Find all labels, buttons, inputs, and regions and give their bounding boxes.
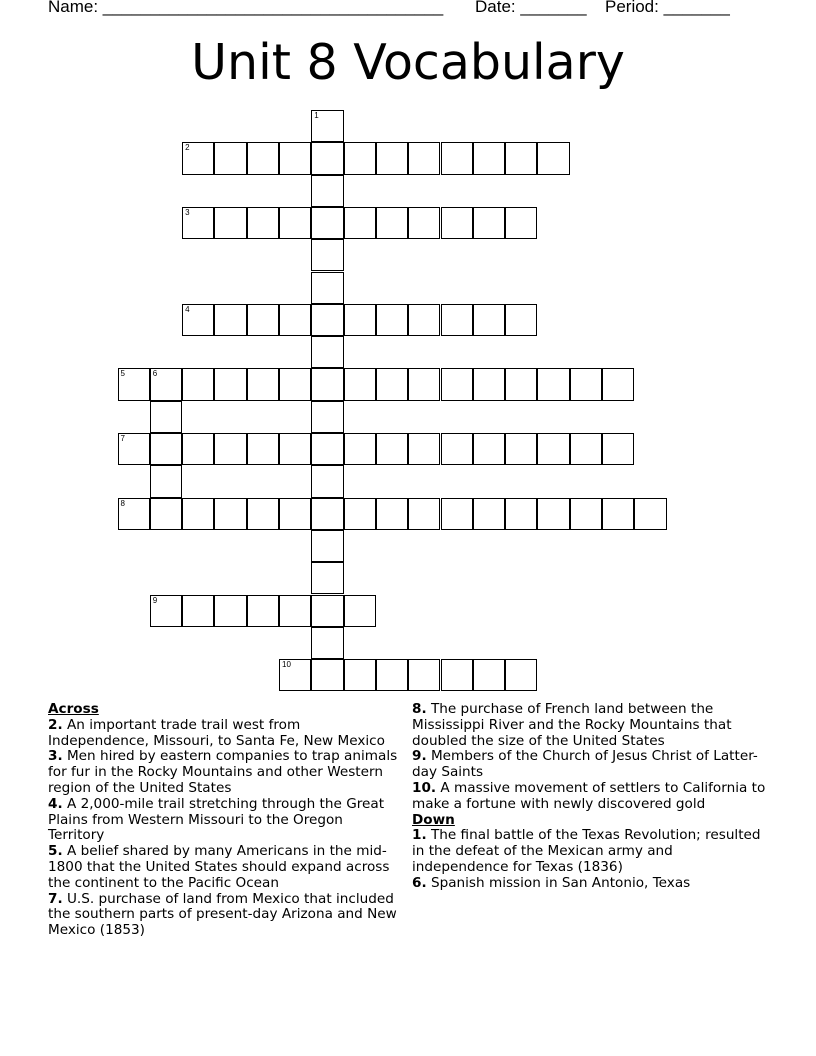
clue-across-10: 10. A massive movement of settlers to California to make a fortune with newly discovered gold bbox=[412, 779, 766, 812]
clue-number-label: 9 bbox=[152, 595, 158, 605]
crossword-cell[interactable] bbox=[311, 401, 343, 433]
crossword-cell[interactable] bbox=[408, 368, 440, 400]
crossword-cell[interactable] bbox=[150, 595, 182, 627]
clues-column-left bbox=[48, 702, 403, 939]
clue-number-label: 1 bbox=[314, 111, 319, 120]
clue-across-3: 3. Men hired by eastern companies to trap animals for fur in the Rocky Mountains and other Western region of the United States bbox=[48, 748, 398, 796]
crossword-cell[interactable] bbox=[344, 659, 376, 691]
clue-across-4: 4. A 2,000-mile trail stretching through the Great Plains from Western Missouri to the Oregon Territory bbox=[48, 795, 385, 844]
clue-number-label: 5 bbox=[120, 369, 125, 379]
crossword-cell[interactable] bbox=[311, 498, 343, 530]
crossword-cell[interactable] bbox=[182, 304, 214, 336]
crossword-cell[interactable] bbox=[214, 142, 246, 174]
across-heading: Across bbox=[48, 701, 99, 717]
crossword-cell[interactable] bbox=[182, 433, 214, 465]
clue-across-7: 7. U.S. purchase of land from Mexico that included the southern parts of present-day Arizona and New Mexico (1853) bbox=[48, 890, 397, 939]
crossword-cell[interactable] bbox=[247, 595, 279, 627]
crossword-cell[interactable] bbox=[602, 368, 634, 400]
clue-number-label: 7 bbox=[120, 434, 125, 443]
crossword-cell[interactable] bbox=[247, 142, 279, 174]
crossword-cell[interactable] bbox=[441, 368, 473, 400]
crossword-cell[interactable] bbox=[279, 595, 311, 627]
crossword-cell[interactable] bbox=[602, 498, 634, 530]
crossword-cell[interactable] bbox=[247, 433, 279, 465]
crossword-cell[interactable] bbox=[118, 433, 150, 465]
crossword-cell[interactable] bbox=[441, 304, 473, 336]
page-title: Unit 8 Vocabulary bbox=[191, 34, 625, 91]
date-field[interactable]: Date: _______ bbox=[475, 0, 587, 16]
crossword-cell[interactable] bbox=[247, 368, 279, 400]
crossword-cell[interactable] bbox=[505, 207, 537, 239]
crossword-cell[interactable] bbox=[247, 498, 279, 530]
clue-down-1: 1. The final battle of the Texas Revolution; resulted in the defeat of the Mexican army and independence for Texas (1836) bbox=[412, 827, 761, 875]
crossword-cell[interactable] bbox=[214, 304, 246, 336]
crossword-cell[interactable] bbox=[408, 659, 440, 691]
clue-number-label: 3 bbox=[185, 207, 190, 217]
crossword-cell[interactable] bbox=[344, 595, 376, 627]
crossword-cell[interactable] bbox=[182, 595, 214, 627]
crossword-cell[interactable] bbox=[279, 433, 311, 465]
crossword-cell[interactable] bbox=[150, 401, 182, 433]
crossword-cell[interactable] bbox=[311, 175, 343, 207]
crossword-cell[interactable] bbox=[279, 304, 311, 336]
crossword-cell[interactable] bbox=[473, 433, 505, 465]
crossword-cell[interactable] bbox=[214, 595, 246, 627]
clue-number-label: 8 bbox=[120, 498, 125, 508]
name-field[interactable]: Name: ____________________________________ bbox=[48, 0, 444, 16]
crossword-cell[interactable] bbox=[311, 272, 343, 304]
crossword-cell[interactable] bbox=[214, 498, 246, 530]
crossword-cell[interactable] bbox=[279, 142, 311, 174]
clue-across-2: 2. An important trade trail west from Independence, Missouri, to Santa Fe, New Mexico bbox=[48, 716, 385, 749]
period-field[interactable]: Period: _______ bbox=[605, 0, 730, 16]
crossword-cell[interactable] bbox=[505, 368, 537, 400]
crossword-cell[interactable] bbox=[311, 659, 343, 691]
crossword-cell[interactable] bbox=[376, 498, 408, 530]
crossword-cell[interactable] bbox=[279, 498, 311, 530]
crossword-cell[interactable] bbox=[150, 465, 182, 497]
crossword-cell[interactable] bbox=[441, 142, 473, 174]
crossword-cell[interactable] bbox=[473, 368, 505, 400]
crossword-cell[interactable] bbox=[344, 498, 376, 530]
crossword-cell[interactable] bbox=[182, 368, 214, 400]
crossword-cell[interactable] bbox=[441, 207, 473, 239]
crossword-cell[interactable] bbox=[311, 304, 343, 336]
crossword-cell[interactable] bbox=[214, 368, 246, 400]
crossword-cell[interactable] bbox=[150, 368, 182, 400]
crossword-cell[interactable] bbox=[441, 498, 473, 530]
crossword-cell[interactable] bbox=[537, 498, 569, 530]
crossword-cell[interactable] bbox=[279, 659, 311, 691]
clue-across-5: 5. A belief shared by many Americans in the mid-1800 that the United States should expand across the continent to the Pacific Ocean bbox=[48, 843, 390, 891]
crossword-cell[interactable] bbox=[376, 207, 408, 239]
crossword-cell[interactable] bbox=[473, 304, 505, 336]
crossword-cell[interactable] bbox=[473, 142, 505, 174]
clue-number-label: 4 bbox=[185, 304, 190, 314]
crossword-cell[interactable] bbox=[344, 433, 376, 465]
crossword-cell[interactable] bbox=[570, 433, 602, 465]
crossword-cell[interactable] bbox=[376, 142, 408, 174]
crossword-cell[interactable] bbox=[505, 433, 537, 465]
crossword-cell[interactable] bbox=[408, 433, 440, 465]
crossword-cell[interactable] bbox=[376, 659, 408, 691]
crossword-cell[interactable] bbox=[118, 368, 150, 400]
crossword-cell[interactable] bbox=[150, 433, 182, 465]
crossword-cell[interactable] bbox=[311, 336, 343, 368]
crossword-cell[interactable] bbox=[247, 207, 279, 239]
crossword-cell[interactable] bbox=[311, 110, 343, 142]
crossword-cell[interactable] bbox=[344, 142, 376, 174]
clue-across-9: 9. Members of the Church of Jesus Christ of Latter-day Saints bbox=[412, 748, 758, 781]
crossword-cell[interactable] bbox=[537, 368, 569, 400]
crossword-cell[interactable] bbox=[150, 498, 182, 530]
crossword-cell[interactable] bbox=[311, 433, 343, 465]
crossword-cell[interactable] bbox=[311, 562, 343, 594]
clue-down-6: 6. Spanish mission in San Antonio, Texas bbox=[412, 874, 691, 891]
crossword-cell[interactable] bbox=[182, 498, 214, 530]
crossword-cell[interactable] bbox=[182, 142, 214, 174]
crossword-cell[interactable] bbox=[279, 207, 311, 239]
crossword-cell[interactable] bbox=[376, 304, 408, 336]
crossword-cell[interactable] bbox=[311, 207, 343, 239]
crossword-cell[interactable] bbox=[570, 368, 602, 400]
crossword-cell[interactable] bbox=[311, 465, 343, 497]
crossword-cell[interactable] bbox=[344, 368, 376, 400]
crossword-cell[interactable] bbox=[408, 142, 440, 174]
crossword-cell[interactable] bbox=[634, 498, 666, 530]
crossword-cell[interactable] bbox=[537, 142, 569, 174]
crossword-cell[interactable] bbox=[311, 142, 343, 174]
clue-number-label: 6 bbox=[152, 369, 158, 379]
crossword-cell[interactable] bbox=[311, 368, 343, 400]
crossword-cell[interactable] bbox=[602, 433, 634, 465]
crossword-cell[interactable] bbox=[537, 433, 569, 465]
down-heading: Down bbox=[412, 811, 455, 828]
crossword-cell[interactable] bbox=[311, 627, 343, 659]
crossword-cell[interactable] bbox=[311, 595, 343, 627]
crossword-cell[interactable] bbox=[473, 207, 505, 239]
crossword-cell[interactable] bbox=[376, 433, 408, 465]
crossword-cell[interactable] bbox=[214, 207, 246, 239]
crossword-cell[interactable] bbox=[441, 659, 473, 691]
crossword-cell[interactable] bbox=[247, 304, 279, 336]
crossword-cell[interactable] bbox=[344, 207, 376, 239]
crossword-cell[interactable] bbox=[182, 207, 214, 239]
crossword-cell[interactable] bbox=[376, 368, 408, 400]
crossword-cell[interactable] bbox=[311, 530, 343, 562]
crossword-cell[interactable] bbox=[408, 304, 440, 336]
crossword-cell[interactable] bbox=[505, 659, 537, 691]
clue-across-8: 8. The purchase of French land between the Mississippi River and the Rocky Mountains that doubled the size of the United States bbox=[412, 701, 732, 749]
clue-number-label: 10 bbox=[282, 660, 291, 670]
crossword-cell[interactable] bbox=[408, 498, 440, 530]
crossword-cell[interactable] bbox=[408, 207, 440, 239]
crossword-cell[interactable] bbox=[505, 498, 537, 530]
crossword-cell[interactable] bbox=[311, 239, 343, 271]
crossword-cell[interactable] bbox=[505, 142, 537, 174]
crossword-cell[interactable] bbox=[441, 433, 473, 465]
crossword-cell[interactable] bbox=[344, 304, 376, 336]
crossword-cell[interactable] bbox=[279, 368, 311, 400]
crossword-cell[interactable] bbox=[570, 498, 602, 530]
crossword-cell[interactable] bbox=[473, 498, 505, 530]
crossword-cell[interactable] bbox=[118, 498, 150, 530]
crossword-cell[interactable] bbox=[214, 433, 246, 465]
crossword-cell[interactable] bbox=[505, 304, 537, 336]
clue-number-label: 2 bbox=[185, 143, 190, 153]
crossword-cell[interactable] bbox=[473, 659, 505, 691]
clues-column-right bbox=[412, 702, 772, 892]
